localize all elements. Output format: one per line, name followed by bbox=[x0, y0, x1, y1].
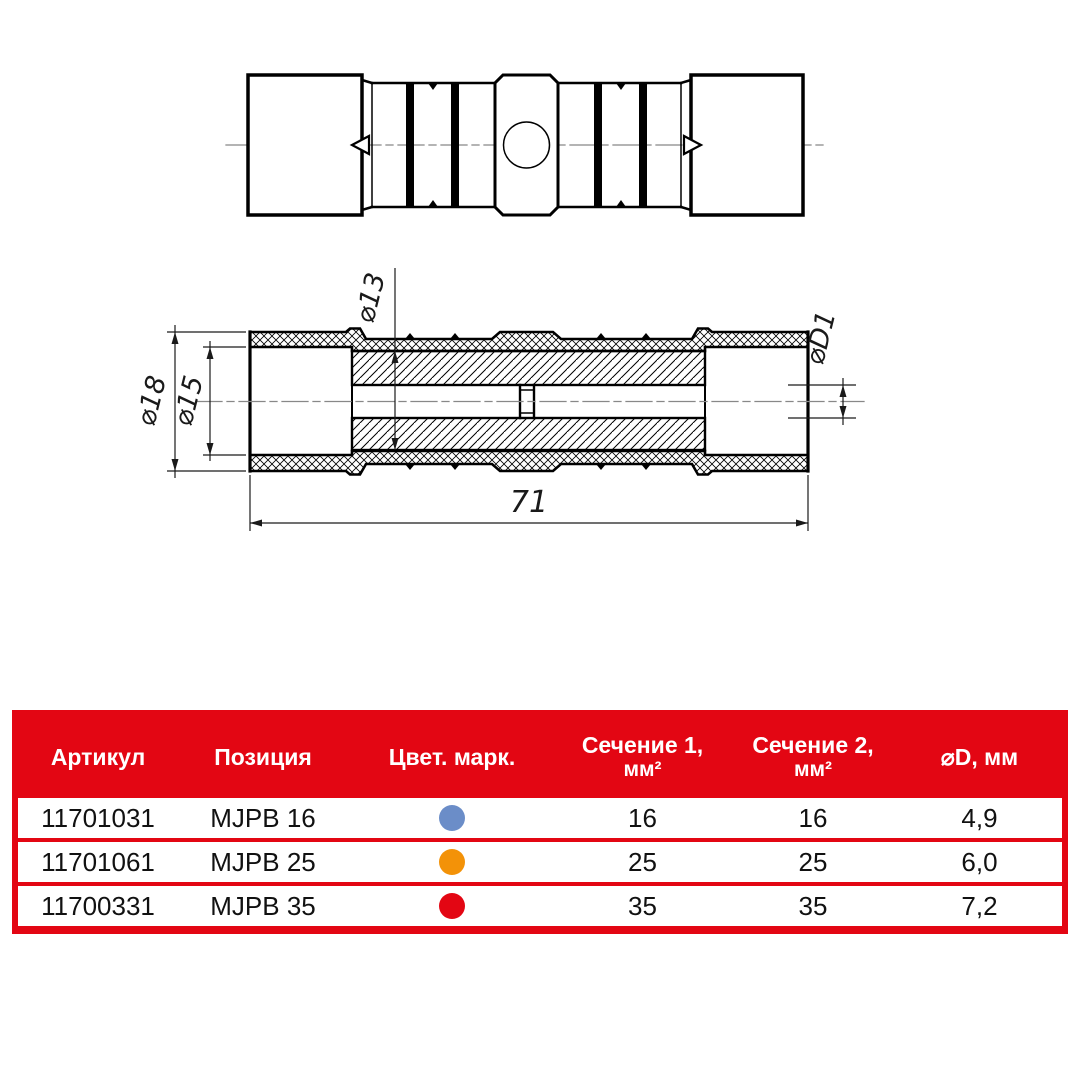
metal-wall-top bbox=[352, 351, 705, 385]
header-color-mark: Цвет. марк. bbox=[388, 743, 516, 770]
table-row bbox=[18, 882, 1062, 926]
cell-position: MJPB 35 bbox=[210, 890, 316, 921]
cell-section1: 35 bbox=[628, 890, 657, 921]
cell-diameter: 7,2 bbox=[961, 890, 998, 921]
right-cap bbox=[691, 75, 803, 215]
color-dot bbox=[438, 804, 466, 832]
dimension-labels bbox=[131, 270, 843, 520]
cell-section1: 16 bbox=[628, 802, 657, 833]
cell-section2: 25 bbox=[798, 846, 828, 877]
header-section1: Сечение 1, мм² bbox=[581, 731, 704, 782]
dim-d13: ⌀13 bbox=[349, 269, 392, 327]
insulation-top bbox=[250, 329, 808, 352]
cell-position: MJPB 25 bbox=[210, 846, 316, 877]
header-article: Артикул bbox=[50, 743, 146, 770]
header-diameter: ⌀D, мм bbox=[940, 743, 1019, 770]
dim-d15: ⌀15 bbox=[167, 372, 210, 430]
cell-article: 11701031 bbox=[41, 802, 155, 833]
left-cap bbox=[248, 75, 362, 215]
insulation-bottom bbox=[250, 451, 808, 475]
metal-wall-bottom bbox=[352, 418, 705, 450]
table-header bbox=[18, 716, 1062, 798]
dim-d18: ⌀18 bbox=[130, 372, 173, 430]
color-dot bbox=[438, 848, 466, 876]
top-view bbox=[226, 75, 826, 215]
table-row bbox=[18, 798, 1062, 838]
dim-length: 71 bbox=[509, 485, 549, 520]
header-position: Позиция bbox=[214, 743, 312, 770]
cell-position: MJPB 16 bbox=[210, 802, 316, 833]
header-section2: Сечение 2, мм² bbox=[752, 731, 874, 782]
table-row bbox=[18, 838, 1062, 882]
cell-section1: 25 bbox=[628, 846, 657, 877]
center-band bbox=[495, 75, 558, 215]
cell-color-mark bbox=[348, 798, 556, 838]
section-view bbox=[196, 329, 864, 475]
cell-article: 11700331 bbox=[41, 890, 155, 921]
cell-color-mark bbox=[348, 886, 556, 926]
cell-color-mark bbox=[348, 842, 556, 882]
cell-section2: 35 bbox=[798, 890, 828, 921]
spec-table bbox=[12, 710, 1068, 934]
cell-article: 11701061 bbox=[41, 846, 155, 877]
cell-diameter: 6,0 bbox=[961, 846, 998, 877]
dim-dD1: ⌀D1 bbox=[799, 307, 843, 369]
cell-section2: 16 bbox=[798, 802, 828, 833]
cell-diameter: 4,9 bbox=[961, 802, 998, 833]
color-dot bbox=[438, 892, 466, 920]
